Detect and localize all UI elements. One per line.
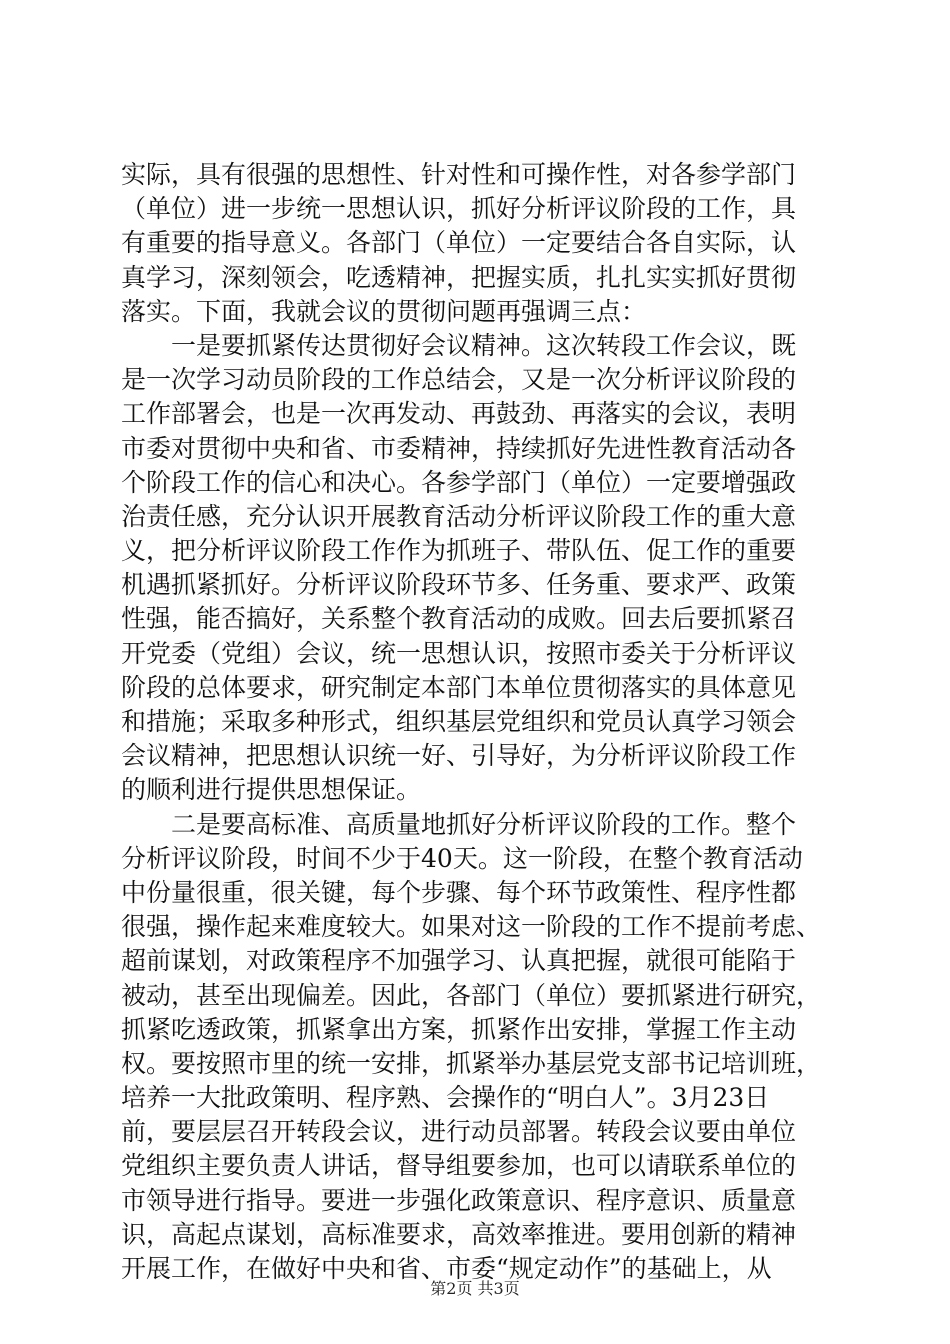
text-line: 开党委（党组）会议，统一思想认识，按照市委关于分析评议: [121, 638, 797, 668]
text-line: 超前谋划，对政策程序不加强学习、认真把握，就很可能陷于: [121, 946, 797, 976]
text-line: 一是要抓紧传达贯彻好会议精神。这次转段工作会议，既: [171, 330, 797, 360]
text-line: 实际，具有很强的思想性、针对性和可操作性，对各参学部门: [121, 160, 797, 189]
text-line: 分析评议阶段，时间不少于40天。这一阶段，在整个教育活动: [121, 843, 803, 873]
text-line: 真学习，深刻领会，吃透精神，把握实质，扎扎实实抓好贯彻: [121, 262, 797, 292]
text-line: 有重要的指导意义。各部门（单位）一定要结合各自实际，认: [121, 228, 797, 258]
text-line: 中份量很重，很关键，每个步骤、每个环节政策性、程序性都: [121, 877, 797, 907]
text-line: 个阶段工作的信心和决心。各参学部门（单位）一定要增强政: [121, 467, 797, 497]
text-line: 培养一大批政策明、程序熟、会操作的“明白人”。3月23日: [121, 1083, 770, 1113]
page-footer: 第2页 共3页: [430, 1279, 520, 1298]
text-line: 党组织主要负责人讲话，督导组要参加，也可以请联系单位的: [121, 1151, 797, 1181]
text-line: 落实。下面，我就会议的贯彻问题再强调三点：: [121, 296, 647, 326]
text-line: 治责任感，充分认识开展教育活动分析评议阶段工作的重大意: [121, 501, 797, 531]
text-line: 性强，能否搞好，关系整个教育活动的成败。回去后要抓紧召: [121, 604, 797, 634]
text-line: 抓紧吃透政策，抓紧拿出方案，抓紧作出安排，掌握工作主动: [121, 1014, 797, 1044]
text-line: 工作部署会，也是一次再发动、再鼓劲、再落实的会议，表明: [121, 399, 797, 429]
text-line: 被动，甚至出现偏差。因此，各部门（单位）要抓紧进行研究，: [121, 980, 822, 1010]
text-line: 和措施；采取多种形式，组织基层党组织和党员认真学习领会: [121, 707, 797, 736]
text-line: 很强，操作起来难度较大。如果对这一阶段的工作不提前考虑、: [121, 912, 822, 942]
text-line: 机遇抓紧抓好。分析评议阶段环节多、任务重、要求严、政策: [121, 570, 797, 600]
text-line: 阶段的总体要求，研究制定本部门本单位贯彻落实的具体意见: [121, 672, 797, 702]
text-line: 前，要层层召开转段会议，进行动员部署。转段会议要由单位: [121, 1117, 797, 1147]
text-line: 权。要按照市里的统一安排，抓紧举办基层党支部书记培训班，: [121, 1048, 822, 1078]
text-line: 识，高起点谋划，高标准要求，高效率推进。要用创新的精神: [121, 1219, 797, 1249]
text-line: （单位）进一步统一思想认识，抓好分析评议阶段的工作，具: [121, 194, 797, 224]
text-line: 义，把分析评议阶段工作作为抓班子、带队伍、促工作的重要: [121, 536, 797, 566]
text-line: 会议精神，把思想认识统一好、引导好，为分析评议阶段工作: [121, 741, 797, 771]
text-line: 市领导进行指导。要进一步强化政策意识、程序意识、质量意: [121, 1185, 797, 1215]
document-body: [121, 158, 829, 1286]
text-line: 的顺利进行提供思想保证。: [121, 775, 422, 805]
text-line: 市委对贯彻中央和省、市委精神，持续抓好先进性教育活动各: [121, 433, 797, 463]
text-line: 是一次学习动员阶段的工作总结会，又是一次分析评议阶段的: [121, 365, 797, 395]
text-line: 二是要高标准、高质量地抓好分析评议阶段的工作。整个: [171, 809, 797, 839]
text-line: 开展工作，在做好中央和省、市委“规定动作”的基础上，从: [121, 1254, 772, 1283]
